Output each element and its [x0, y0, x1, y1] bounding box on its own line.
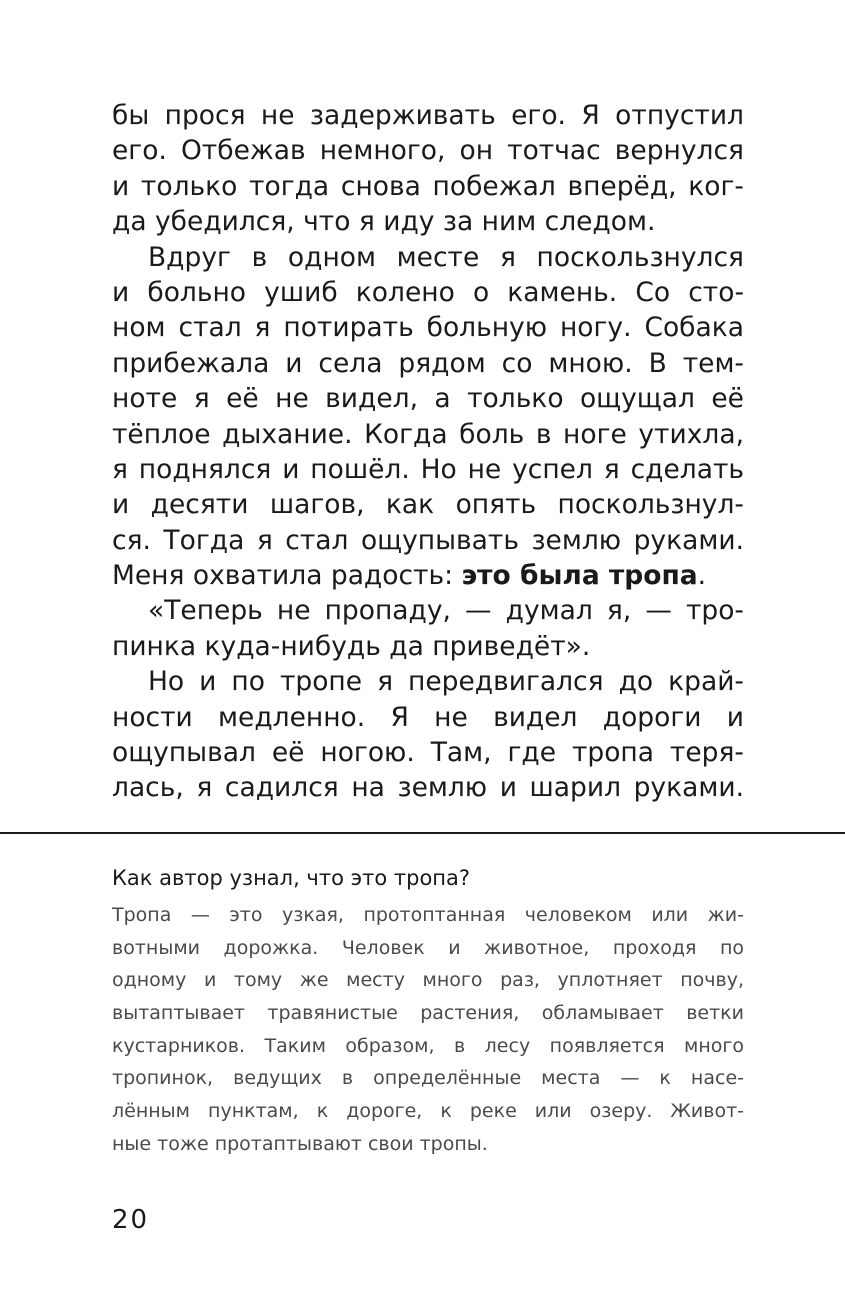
text-line: ноте я её не видел, а только ощущал её	[112, 383, 744, 415]
text-line: пинка куда-нибудь да приведёт».	[112, 630, 591, 662]
text-line: ощупывал её ногою. Там, где тропа теря-	[112, 737, 744, 769]
text-segment: Меня охватила радость:	[112, 560, 462, 592]
section-divider	[0, 832, 845, 834]
text-line: ности медленно. Я не видел дороги и	[112, 701, 744, 733]
note-line: тропинок, ведущих в определённые места — к насе-	[112, 1067, 744, 1090]
text-line: ном стал я потирать больную ногу. Собака	[112, 312, 744, 344]
bold-phrase: это была тропа	[461, 560, 698, 592]
note-line: кустарников. Таким образом, в лесу появляется много	[112, 1034, 744, 1057]
text-line: ся. Тогда я стал ощупывать землю руками.	[112, 524, 744, 556]
text-line: я поднялся и пошёл. Но не успел я сделать	[112, 453, 744, 485]
text-line: бы прося не задерживать его. Я отпустил	[112, 100, 744, 131]
text-line: и только тогда снова побежал вперёд, ког-	[112, 170, 744, 202]
comprehension-question: Как автор узнал, что это тропа?	[112, 866, 471, 890]
text-line: да убедился, что я иду за ним следом.	[112, 206, 656, 238]
text-line: Вдруг в одном месте я поскользнулся	[148, 241, 744, 273]
note-line: ные тоже протаптывают свои тропы.	[112, 1132, 488, 1155]
text-line: «Теперь не пропаду, — думал я, — тро-	[148, 595, 744, 627]
text-line: Но и по тропе я передвигался до край-	[148, 666, 744, 698]
page-number: 20	[112, 1205, 150, 1235]
text-line: лась, я садился на землю и шарил руками.	[112, 772, 744, 804]
note-line: Тропа — это узкая, протоптанная человеком или жи-	[112, 904, 744, 926]
text-line: прибежала и села рядом со мною. В тем-	[112, 347, 744, 379]
note-line: одному и тому же месту много раз, уплотняет почву,	[112, 969, 744, 992]
text-segment: .	[697, 560, 707, 592]
note-line: лённым пунктам, к дороге, к реке или озеру. Живот-	[112, 1100, 744, 1123]
text-line: и десяти шагов, как опять поскользнул-	[112, 489, 744, 521]
note-line: вытаптывает травянистые растения, обламывает ветки	[112, 1002, 744, 1025]
text-line: его. Отбежав немного, он тотчас вернулся	[112, 135, 744, 167]
text-line-with-bold	[112, 558, 744, 593]
text-line: и больно ушиб колено о камень. Со сто-	[112, 276, 744, 308]
main-text	[112, 98, 744, 806]
text-line: тёплое дыхание. Когда боль в ноге утихла,	[112, 418, 744, 450]
note-line: вотными дорожка. Человек и животное, проходя по	[112, 936, 744, 959]
definition-note	[112, 899, 744, 1161]
